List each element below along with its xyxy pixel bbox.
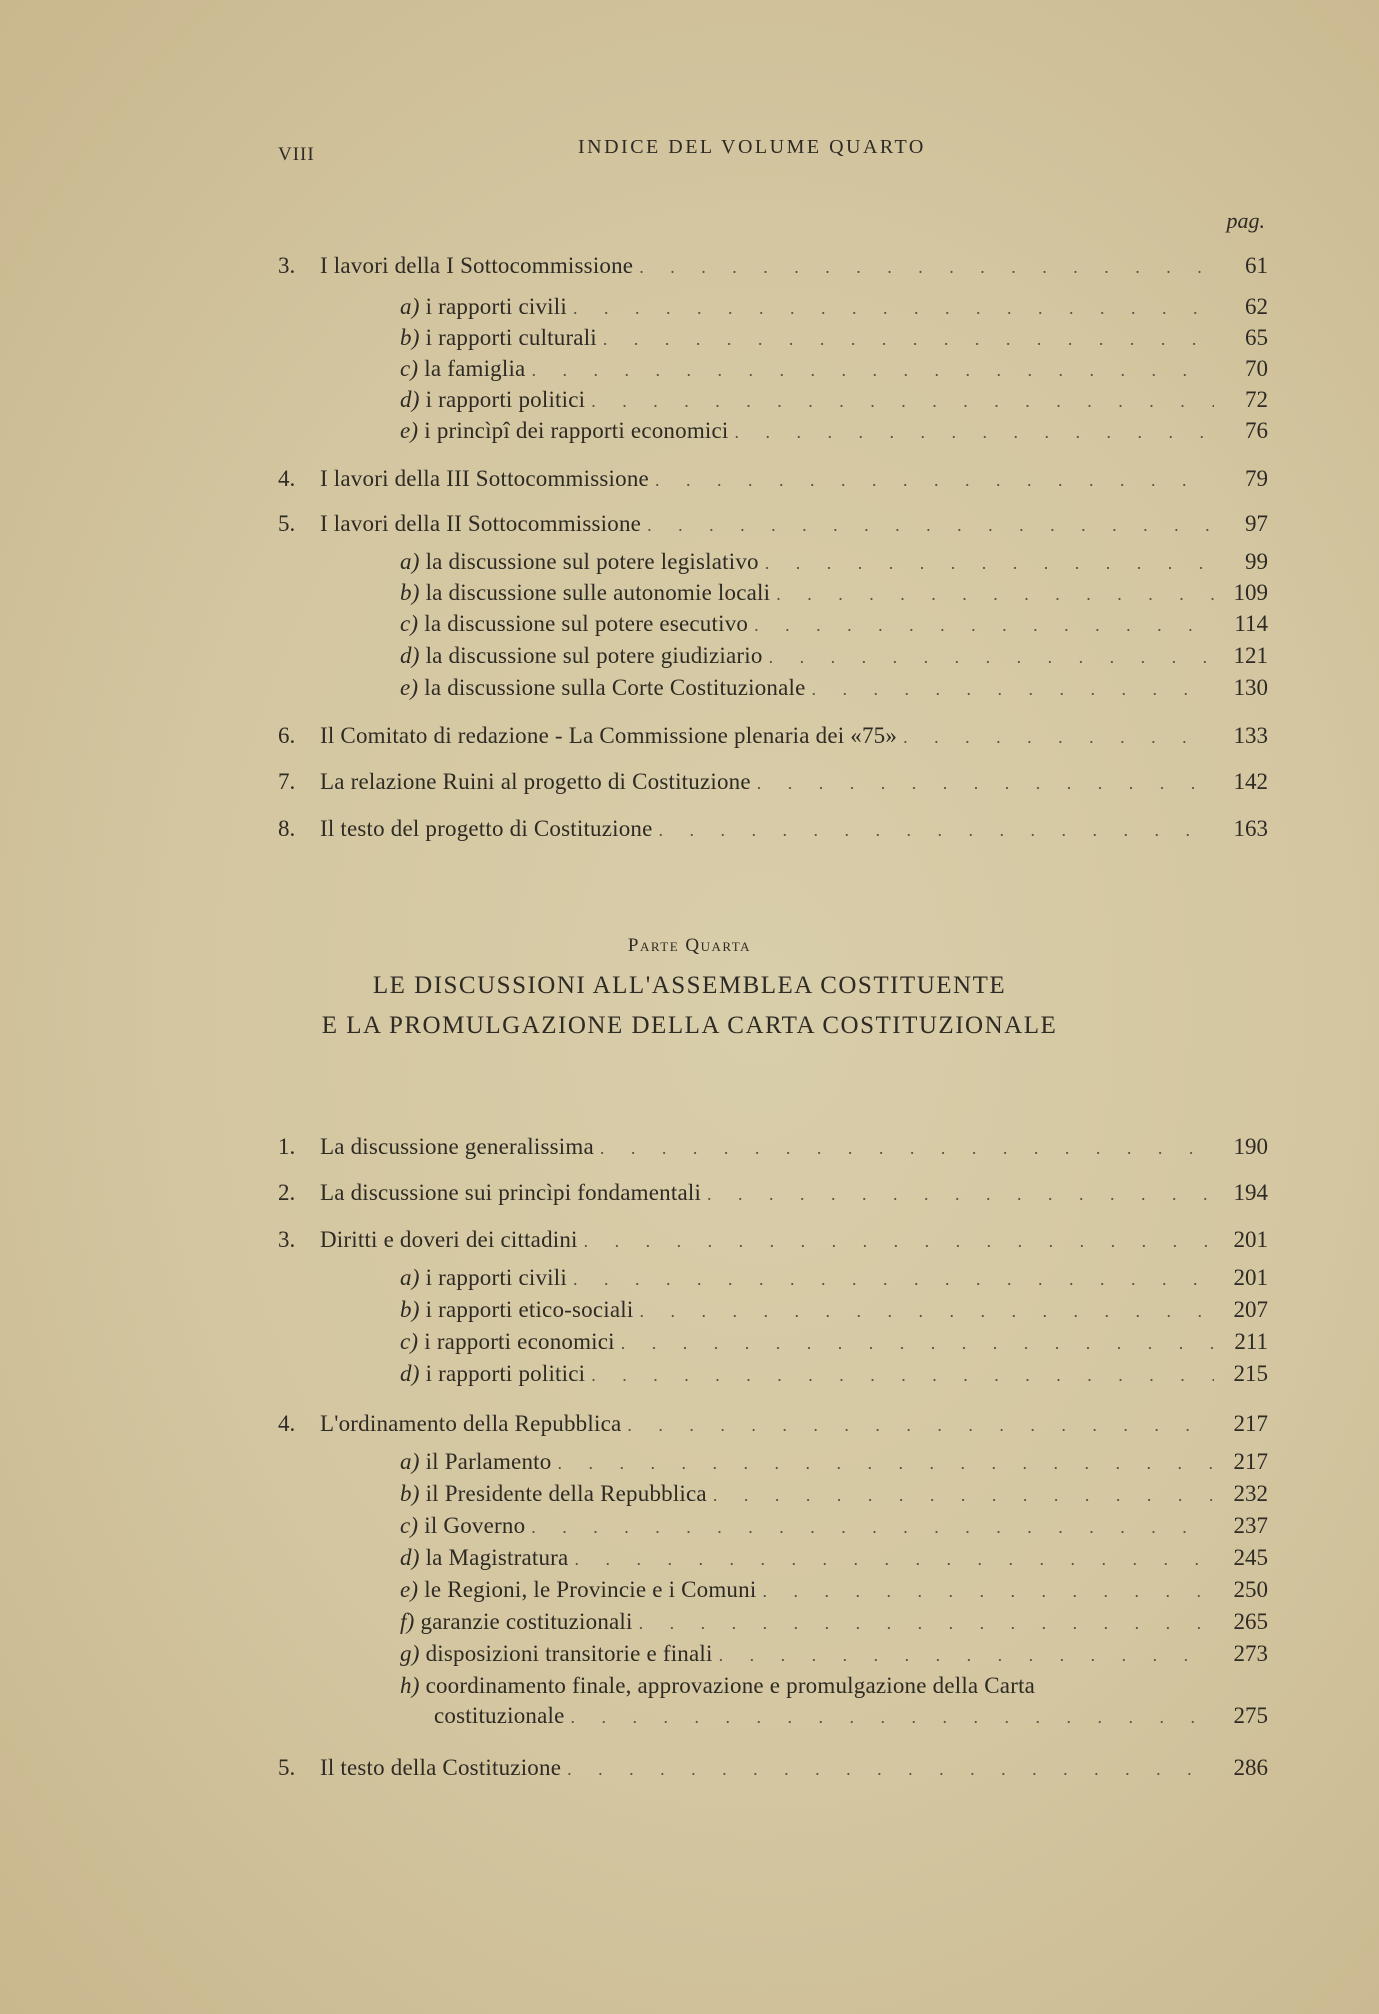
toc-entry: [400, 1326, 1268, 1358]
leader-dots: [639, 251, 1214, 283]
leader-dots: [639, 1295, 1214, 1327]
entry-letter: c): [400, 1513, 419, 1538]
page-number: 72: [1245, 387, 1268, 412]
entry-title: i rapporti economici: [424, 1329, 615, 1354]
toc-entry: [400, 1606, 1268, 1638]
leader-dots: [754, 609, 1214, 641]
toc-entry: [278, 1224, 1268, 1256]
toc-entry: [278, 1131, 1268, 1163]
toc-entry: [400, 291, 1268, 323]
entry-letter: h): [400, 1673, 420, 1698]
entry-title: La discussione sui princìpi fondamentali: [320, 1180, 702, 1205]
toc-entry: [400, 1510, 1268, 1542]
entry-title: la famiglia: [424, 356, 526, 381]
leader-dots: [735, 416, 1214, 448]
page-number: 217: [1233, 1411, 1268, 1436]
entry-letter: d): [400, 387, 420, 412]
page-number: 237: [1233, 1513, 1268, 1538]
leader-dots: [707, 1178, 1214, 1210]
page-number: 133: [1233, 723, 1268, 748]
entry-title-wrapper: [320, 508, 641, 540]
page-number: 245: [1233, 1545, 1268, 1570]
entry-number: 3.: [278, 253, 296, 278]
entry-title: il Parlamento: [425, 1449, 552, 1474]
entry-title-wrapper: [400, 1574, 756, 1606]
page-number: 265: [1233, 1609, 1268, 1634]
toc-entry: [400, 353, 1268, 385]
leader-dots: [584, 1225, 1214, 1257]
leader-dots: [557, 1447, 1214, 1479]
toc-entry: [278, 463, 1268, 495]
page-number: 286: [1233, 1755, 1268, 1780]
leader-dots: [567, 1753, 1214, 1785]
page-number: 215: [1233, 1361, 1268, 1386]
leader-dots: [903, 721, 1214, 753]
entry-title-wrapper: [320, 1131, 594, 1163]
part-title-line-2: E LA PROMULGAZIONE DELLA CARTA COSTITUZIONALE: [321, 1012, 1058, 1039]
entry-title-wrapper: [320, 813, 653, 845]
toc-entry: [400, 608, 1268, 640]
entry-title-wrapper: [400, 640, 763, 672]
leader-dots: [591, 385, 1214, 417]
leader-dots: [769, 641, 1214, 673]
page-number: 76: [1245, 418, 1268, 443]
entry-letter: d): [400, 1545, 420, 1570]
entry-letter: g): [400, 1641, 420, 1666]
leader-dots: [574, 1543, 1214, 1575]
leader-dots: [571, 1701, 1214, 1733]
leader-dots: [757, 767, 1214, 799]
entry-title: la discussione sul potere legislativo: [425, 549, 759, 574]
entry-title: La relazione Ruini al progetto di Costituzione: [320, 769, 751, 794]
entry-title-wrapper: [400, 608, 748, 640]
toc-entry: [400, 1446, 1268, 1478]
toc-entry: [400, 415, 1268, 447]
entry-title: i rapporti civili: [425, 1265, 567, 1290]
entry-title: il Presidente della Repubblica: [425, 1481, 707, 1506]
page-number: 121: [1233, 643, 1268, 668]
entry-title: disposizioni transitorie e finali: [425, 1641, 713, 1666]
leader-dots: [655, 464, 1214, 496]
entry-title: I lavori della I Sottocommissione: [320, 253, 634, 278]
entry-number: 1.: [278, 1134, 296, 1159]
leader-dots: [627, 1409, 1214, 1441]
toc-entry: [400, 1262, 1268, 1294]
page-number: 190: [1233, 1134, 1268, 1159]
page-number: 79: [1245, 466, 1268, 491]
page-number: 232: [1233, 1481, 1268, 1506]
entry-letter: d): [400, 1361, 420, 1386]
entry-number: 7.: [278, 769, 296, 794]
entry-title-wrapper: [400, 353, 525, 385]
entry-title: i princìpî dei rapporti economici: [424, 418, 729, 443]
page-number: 207: [1233, 1297, 1268, 1322]
leader-dots: [776, 578, 1214, 610]
leader-dots: [621, 1327, 1214, 1359]
page-number: 194: [1233, 1180, 1268, 1205]
toc-entry: [278, 250, 1268, 282]
pag-label: pag.: [1226, 208, 1265, 233]
entry-title-wrapper: [400, 672, 806, 704]
entry-title: I lavori della II Sottocommissione: [320, 511, 642, 536]
toc-entry: [400, 1478, 1268, 1510]
toc-entry: [278, 1177, 1268, 1209]
page-number: 70: [1245, 356, 1268, 381]
entry-letter: a): [400, 1449, 420, 1474]
toc-entry: [278, 813, 1268, 845]
entry-title: le Regioni, le Provincie e i Comuni: [424, 1577, 757, 1602]
page-number: 130: [1233, 675, 1268, 700]
leader-dots: [603, 323, 1214, 355]
entry-letter: d): [400, 643, 420, 668]
entry-title: Diritti e doveri dei cittadini: [320, 1227, 578, 1252]
entry-number: 4.: [278, 1411, 296, 1436]
entry-title-wrapper: [320, 720, 897, 752]
entry-letter: b): [400, 580, 420, 605]
page-number: 61: [1245, 253, 1268, 278]
leader-dots: [647, 509, 1214, 541]
entry-title: la discussione sulle autonomie locali: [425, 580, 771, 605]
running-title: INDICE DEL VOLUME QUARTO: [578, 136, 926, 158]
page-number: 97: [1245, 511, 1268, 536]
entry-title-wrapper: [400, 1700, 565, 1732]
entry-title-wrapper: [320, 766, 751, 798]
toc-entry: [400, 1358, 1268, 1390]
entry-letter: e): [400, 675, 419, 700]
entry-title: Il testo del progetto di Costituzione: [320, 816, 653, 841]
entry-number: 5.: [278, 511, 296, 536]
entry-title: la discussione sul potere esecutivo: [424, 611, 749, 636]
toc-entry: [400, 546, 1268, 578]
entry-title: la Magistratura: [425, 1545, 569, 1570]
entry-title-wrapper: [320, 1408, 621, 1440]
entry-title-wrapper: [400, 1670, 1035, 1702]
toc-entry: [400, 1542, 1268, 1574]
toc-entry: [400, 1294, 1268, 1326]
part-title-line-1: LE DISCUSSIONI ALL'ASSEMBLEA COSTITUENTE: [372, 972, 1007, 999]
leader-dots: [600, 1132, 1214, 1164]
toc-entry: [400, 322, 1268, 354]
entry-title: il Governo: [424, 1513, 526, 1538]
page-number: 201: [1233, 1227, 1268, 1252]
entry-title-wrapper: [400, 577, 770, 609]
leader-dots: [531, 354, 1214, 386]
entry-title-wrapper: [400, 1510, 525, 1542]
entry-title: Il testo della Costituzione: [320, 1755, 562, 1780]
entry-title: La discussione generalissima: [320, 1134, 594, 1159]
entry-title-wrapper: [400, 1478, 707, 1510]
page-number: 275: [1233, 1703, 1268, 1728]
entry-title-wrapper: [400, 1638, 713, 1670]
folio-number: VIII: [278, 144, 315, 165]
leader-dots: [719, 1639, 1214, 1671]
toc-entry: [400, 577, 1268, 609]
entry-letter: a): [400, 294, 420, 319]
page-number: 163: [1233, 816, 1268, 841]
toc-entry: [278, 1408, 1268, 1440]
entry-title: la discussione sulla Corte Costituzionale: [424, 675, 806, 700]
entry-title-wrapper: [320, 250, 633, 282]
leader-dots: [765, 547, 1214, 579]
entry-title-wrapper: [320, 1224, 578, 1256]
page-number: 211: [1234, 1329, 1268, 1354]
entry-title-wrapper: [400, 322, 597, 354]
page-number: 273: [1233, 1641, 1268, 1666]
entry-letter: a): [400, 549, 420, 574]
toc-entry: [400, 1638, 1268, 1670]
entry-title: L'ordinamento della Repubblica: [320, 1411, 622, 1436]
entry-number: 8.: [278, 816, 296, 841]
entry-title: i rapporti civili: [425, 294, 567, 319]
entry-title: Il Comitato di redazione - La Commissione plenaria dei «75»: [320, 723, 898, 748]
entry-title: i rapporti politici: [425, 1361, 586, 1386]
page-number: 114: [1234, 611, 1268, 636]
entry-title: la discussione sul potere giudiziario: [425, 643, 763, 668]
entry-title-wrapper: [400, 1606, 633, 1638]
entry-number: 6.: [278, 723, 296, 748]
entry-title-wrapper: [320, 1752, 561, 1784]
entry-title-wrapper: [400, 415, 729, 447]
entry-number: 2.: [278, 1180, 296, 1205]
entry-title-wrapper: [320, 1177, 701, 1209]
leader-dots: [762, 1575, 1214, 1607]
entry-title: costituzionale: [434, 1703, 565, 1728]
entry-title-wrapper: [400, 291, 567, 323]
entry-letter: c): [400, 1329, 419, 1354]
page-number: 109: [1233, 580, 1268, 605]
entry-letter: e): [400, 1577, 419, 1602]
entry-title: I lavori della III Sottocommissione: [320, 466, 649, 491]
toc-entry: [400, 1700, 1268, 1732]
entry-letter: c): [400, 611, 419, 636]
entry-letter: a): [400, 1265, 420, 1290]
toc-entry: [400, 1574, 1268, 1606]
entry-number: 3.: [278, 1227, 296, 1252]
entry-title-wrapper: [400, 546, 759, 578]
entry-title-wrapper: [400, 384, 585, 416]
toc-entry: [400, 384, 1268, 416]
entry-letter: b): [400, 1481, 420, 1506]
page-number: 250: [1233, 1577, 1268, 1602]
entry-title: coordinamento finale, approvazione e promulgazione della Carta: [425, 1673, 1036, 1698]
toc-entry: [278, 508, 1268, 540]
leader-dots: [573, 1263, 1214, 1295]
entry-title-wrapper: [400, 1294, 633, 1326]
leader-dots: [639, 1607, 1214, 1639]
toc-entry: [400, 1670, 1268, 1702]
leader-dots: [591, 1359, 1214, 1391]
page-number: 62: [1245, 294, 1268, 319]
toc-entry: [400, 640, 1268, 672]
toc-entry: [400, 672, 1268, 704]
entry-letter: e): [400, 418, 419, 443]
entry-title: i rapporti etico-sociali: [425, 1297, 634, 1322]
page-number: 142: [1233, 769, 1268, 794]
leader-dots: [573, 292, 1214, 324]
leader-dots: [659, 814, 1214, 846]
running-head: [278, 136, 1268, 166]
entry-title-wrapper: [320, 463, 649, 495]
leader-dots: [713, 1479, 1214, 1511]
entry-title-wrapper: [400, 1358, 585, 1390]
toc-entry: [278, 766, 1268, 798]
entry-title-wrapper: [400, 1262, 567, 1294]
page-number: 217: [1233, 1449, 1268, 1474]
leader-dots: [812, 673, 1214, 705]
page-number: 201: [1233, 1265, 1268, 1290]
entry-title-wrapper: [400, 1326, 615, 1358]
entry-title-wrapper: [400, 1446, 551, 1478]
entry-letter: c): [400, 356, 419, 381]
part-label: Parte Quarta: [627, 935, 752, 956]
toc-entry: [278, 720, 1268, 752]
entry-letter: b): [400, 1297, 420, 1322]
entry-title: garanzie costituzionali: [420, 1609, 633, 1634]
toc-entry: [278, 1752, 1268, 1784]
entry-title: i rapporti culturali: [425, 325, 597, 350]
entry-letter: f): [400, 1609, 415, 1634]
entry-letter: b): [400, 325, 420, 350]
leader-dots: [531, 1511, 1214, 1543]
entry-title-wrapper: [400, 1542, 568, 1574]
page-number: 99: [1245, 549, 1268, 574]
entry-number: 5.: [278, 1755, 296, 1780]
page-number: 65: [1245, 325, 1268, 350]
entry-number: 4.: [278, 466, 296, 491]
entry-title: i rapporti politici: [425, 387, 586, 412]
